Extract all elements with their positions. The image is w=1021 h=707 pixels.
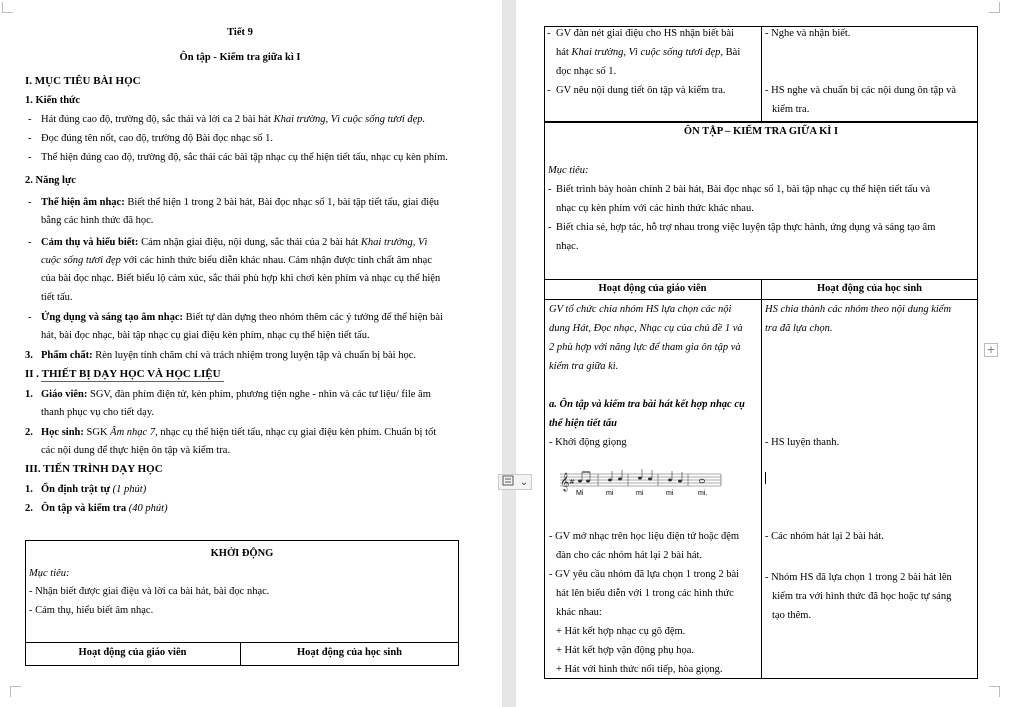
cell-text: đọc nhạc số 1. [556,66,617,77]
paragraph: Đọc đúng tên nốt, cao độ, trường độ Bài đọc nhạc số 1. [41,133,273,144]
review-title: ÔN TẬP – KIỂM TRA GIỮA KÌ I [683,126,839,137]
bullet: - [547,28,551,39]
section-heading: III. TIẾN TRÌNH DẠY HỌC [25,463,163,475]
paragraph: Thể hiện đúng cao độ, trường độ, sắc thái các bài tập nhạc cụ thể hiện tiết tấu, nhạc cụ kèn phím. [41,152,448,163]
cell-text: 2 phù hợp với năng lực để tham gia ôn tập và [549,342,741,353]
student-column-header: Hoạt động của học sinh [296,647,403,658]
bullet: - [28,312,32,323]
bullet: - [28,237,32,248]
page-gap [502,0,516,707]
page-right [516,0,1021,707]
goal-label: Mục tiêu: [29,568,70,579]
review-objectives-table [544,122,978,280]
list-number: 1. [25,389,33,400]
bullet: - [28,197,32,208]
solfege-syllable: mi. [698,490,708,497]
warmup-title: KHỞI ĐỘNG [210,548,274,559]
teacher-column-header: Hoạt động của giáo viên [598,283,707,294]
table-rule [761,26,762,122]
paragraph: hát, bài đọc nhạc, bài tập nhạc cụ giai điệu kèn phím, nhạc cụ thể hiện tiết tấu. [41,330,370,341]
subheading: 2. Năng lực [25,175,76,186]
table-rule [25,642,459,643]
crop-mark [989,686,1000,697]
goal-label: Mục tiêu: [548,165,589,176]
cell-text: - GV yêu cầu nhóm đã lựa chọn 1 trong 2 bài [549,569,740,580]
paragraph: Giáo viên: SGV, đàn phím điện tử, kèn phím, phương tiện nghe - nhìn và các tư liệu/ file âm [41,389,431,400]
bullet: - [28,133,32,144]
cell-text: - GV mở nhạc trên học liệu điện tử hoặc đệm [549,531,740,542]
goal-item: Biết chia sẻ, hợp tác, hỗ trợ nhau trong việc luyện tập thực hành, ứng dụng và sáng tạo âm [556,222,936,233]
paragraph: Ôn tập và kiểm tra (40 phút) [41,503,168,514]
paragraph: Ổn định trật tự (1 phút) [41,484,147,495]
cell-text: dung Hát, Đọc nhạc, Nhạc cụ của chủ đề 1 và [549,323,743,334]
cell-text: tạo thêm. [772,610,812,621]
cell-text: - Nghe và nhận biết. [765,28,851,39]
bullet: - [28,152,32,163]
paragraph: tiết tấu. [41,292,73,303]
goal-item: - Cảm thụ, hiểu biết âm nhạc. [29,605,154,616]
goal-item: - Nhận biết được giai điệu và lời ca bài hát, bài đọc nhạc. [29,586,270,597]
cell-text: tra đã lựa chọn. [765,323,833,334]
list-number: 3. [25,350,33,361]
solfege-syllable: mi [606,490,614,497]
teacher-column-header: Hoạt động của giáo viên [78,647,187,658]
paragraph: thanh phục vụ cho tiết dạy. [41,407,155,418]
paragraph-anchor-icon [502,475,514,489]
paragraph: Ứng dụng và sáng tạo âm nhạc: Biết tự dàn dựng theo nhóm thêm các ý tưởng để thể hiện bài [41,312,443,323]
text-cursor [765,472,766,484]
crop-mark [2,2,13,13]
paragraph: cuộc sống tươi đẹp với các hình thức biểu diễn khác nhau. Cảm nhận được tính chất âm nhạc [41,255,432,266]
cell-text: kiểm tra với hình thức đã học hoặc tự sáng [772,591,952,602]
subheading: 1. Kiến thức [25,95,81,106]
cell-text: - Các nhóm hát lại 2 bài hát. [765,531,884,542]
list-number: 1. [25,484,33,495]
bullet: - [28,114,32,125]
add-row-button[interactable]: + [984,343,998,357]
crop-mark [989,2,1000,13]
goal-item: nhạc. [556,241,579,252]
page-left [0,0,502,707]
solfege-syllable: mi [666,490,674,497]
bullet: - [548,222,552,233]
cell-text: hát lên biểu diễn với 1 trong các hình thức [556,588,734,599]
cell-text: kiểm tra. [772,104,810,115]
svg-text:𝄞: 𝄞 [560,472,570,491]
cell-text: đàn cho các nhóm hát lại 2 bài hát. [556,550,703,561]
paragraph: Thể hiện âm nhạc: Biết thể hiện 1 trong 2 bài hát, Bài đọc nhạc số 1, bài tập tiết tấu, giai điệu [41,197,440,208]
goal-item: nhạc cụ kèn phím với các hình thức khác nhau. [556,203,754,214]
paragraph: của bài đọc nhạc. Biết biểu lộ cảm xúc, sắc thái phù hợp khi chơi kèn phím và nhạc cụ thể hiện [41,273,441,284]
paragraph: Hát đúng cao độ, trường độ, sắc thái và lời ca 2 bài hát Khai trường, Vì cuộc sống tươi đẹp. [41,114,426,125]
cell-text: + Hát kết hợp vận động phụ họa. [556,645,695,656]
cell-text: - Nhóm HS đã lựa chọn 1 trong 2 bài hát lên [765,572,952,583]
lesson-number: Tiết 9 [227,27,253,38]
svg-text:#: # [569,478,575,486]
cell-text: hát Khai trường, Vì cuộc sống tươi đẹp, Bài [556,47,741,58]
cell-text: HS chia thành các nhóm theo nội dung kiểm [765,304,952,315]
paragraph: các nội dung để thực hiện ôn tập và kiểm tra. [41,445,231,456]
cell-text: - HS nghe và chuẩn bị các nội dung ôn tập và [765,85,956,96]
student-column-header: Hoạt động của học sinh [816,283,923,294]
subsection-heading: a. Ôn tập và kiểm tra bài hát kết hợp nhạc cụ [549,399,745,410]
cell-text: - Khởi động giọng [549,437,627,448]
paragraph: Học sinh: SGK Âm nhạc 7, nhạc cụ thể hiện tiết tấu, nhạc cụ giai điệu kèn phím. Chuẩn bị tốt [41,427,437,438]
subsection-heading: thể hiện tiết tấu [549,418,617,429]
solfege-syllable: Mi [576,490,584,497]
cell-text: GV nêu nội dung tiết ôn tập và kiểm tra. [556,85,726,96]
paragraph: bằng các hình thức đã học. [41,215,154,226]
lesson-title: Ôn tập - Kiểm tra giữa kì I [179,52,301,63]
bullet: - [547,85,551,96]
bullet: - [548,184,552,195]
paragraph: Phẩm chất: Rèn luyện tính chăm chỉ và trách nhiệm trong luyện tập và chuẩn bị bài học. [41,350,416,361]
chevron-down-icon: ⌄ [519,476,529,488]
paragraph-anchor-button[interactable] [498,474,532,490]
crop-mark [10,686,21,697]
goal-item: Biết trình bày hoàn chỉnh 2 bài hát, Bài đọc nhạc số 1, bài tập nhạc cụ thể hiện tiết tấu và [556,184,931,195]
cell-text: GV tổ chức chia nhóm HS lựa chọn các nội [549,304,732,315]
cell-text: khác nhau: [556,607,602,618]
cell-text: - HS luyện thanh. [765,437,840,448]
cell-text: GV đàn nét giai điệu cho HS nhận biết bài [556,28,734,39]
list-number: 2. [25,503,33,514]
list-number: 2. [25,427,33,438]
cell-text: kiểm tra giữa kì. [549,361,619,372]
table-rule [761,279,762,679]
section-heading: I. MỤC TIÊU BÀI HỌC [25,75,141,87]
solfege-syllable: mi [636,490,644,497]
section-heading: II . THIẾT BỊ DẠY HỌC VÀ HỌC LIỆU [25,368,221,380]
paragraph: Cảm thụ và hiểu biết: Cảm nhận giai điệu, nội dung, sắc thái của 2 bài hát Khai trường, Vì [41,237,428,248]
cell-text: + Hát kết hợp nhạc cụ gõ đệm. [556,626,686,637]
spellcheck-underline [41,381,224,382]
music-staff [558,468,723,502]
cell-text: + Hát với hình thức nối tiếp, hòa giọng. [556,664,723,675]
